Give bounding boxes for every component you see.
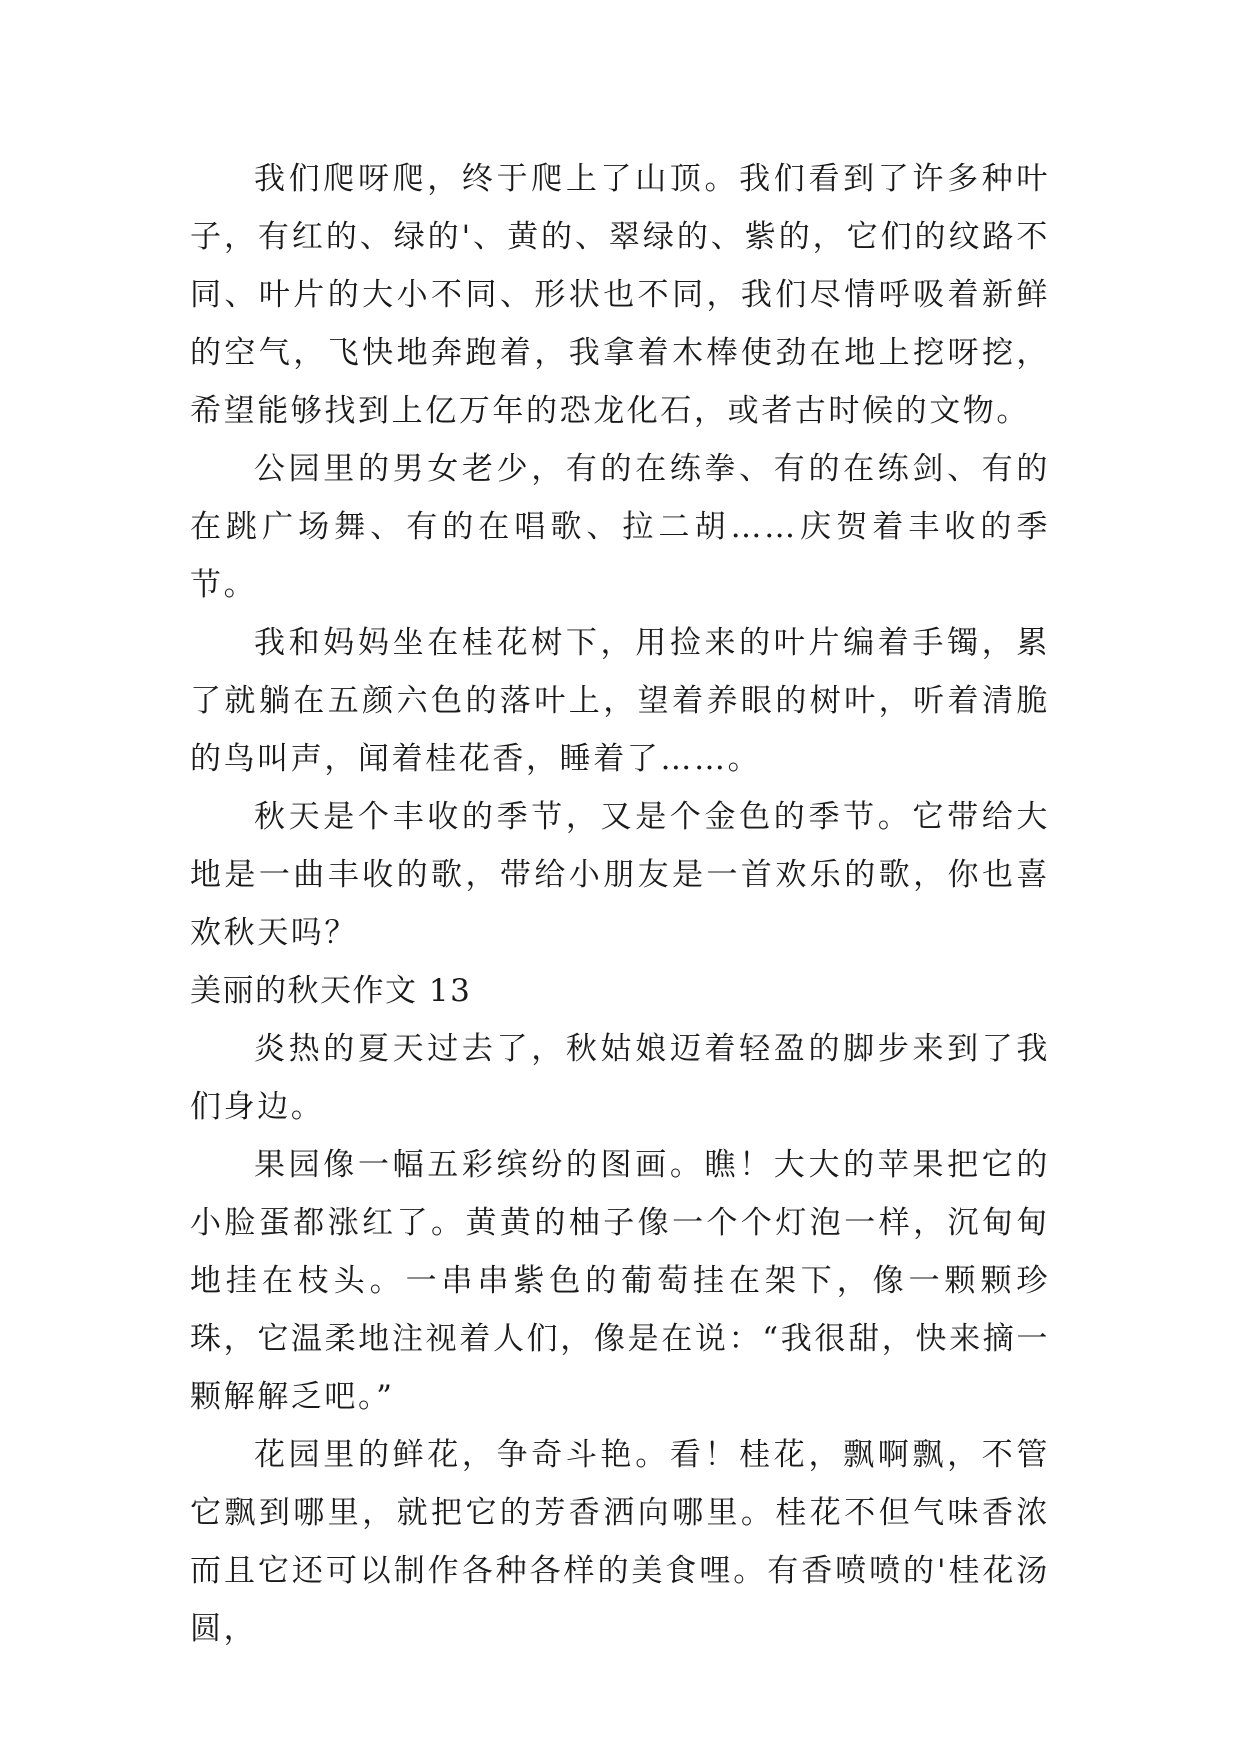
paragraph-orchard: 果园像一幅五彩缤纷的图画。瞧！大大的苹果把它的小脸蛋都涨红了。黄黄的柚子像一个个灯泡一样，沉甸甸地挂在枝头。一串串紫色的葡萄挂在架下，像一颗颗珍珠，它温柔地注视着人们，像是在说：“我很甜，快来摘一颗解解乏吧。” bbox=[190, 1147, 1050, 1415]
paragraph-osmanthus-tree: 我和妈妈坐在桂花树下，用捡来的叶片编着手镯，累了就躺在五颜六色的落叶上，望着养眼的树叶，听着清脆的鸟叫声，闻着桂花香，睡着了……。 bbox=[190, 625, 1050, 777]
paragraph-flower-garden: 花园里的鲜花，争奇斗艳。看！桂花，飘啊飘，不管它飘到哪里，就把它的芳香洒向哪里。桂花不但气味香浓而且它还可以制作各种各样的美食哩。有香喷喷的'桂花汤圆， bbox=[190, 1437, 1050, 1647]
paragraph-autumn-season: 秋天是个丰收的季节，又是个金色的季节。它带给大地是一曲丰收的歌，带给小朋友是一首欢乐的歌，你也喜欢秋天吗？ bbox=[190, 799, 1050, 951]
document-body bbox=[190, 150, 1050, 1658]
paragraph-climb-mountain: 我们爬呀爬，终于爬上了山顶。我们看到了许多种叶子，有红的、绿的'、黄的、翠绿的、紫的，它们的纹路不同、叶片的大小不同、形状也不同，我们尽情呼吸着新鲜的空气，飞快地奔跑着，我拿着木棒使劲在地上挖呀挖，希望能够找到上亿万年的恐龙化石，或者古时候的文物。 bbox=[190, 161, 1050, 429]
paragraph-park-people: 公园里的男女老少，有的在练拳、有的在练剑、有的在跳广场舞、有的在唱歌、拉二胡……庆贺着丰收的季节。 bbox=[190, 451, 1050, 603]
paragraph-summer-gone: 炎热的夏天过去了，秋姑娘迈着轻盈的脚步来到了我们身边。 bbox=[190, 1031, 1050, 1125]
section-title: 美丽的秋天作文 13 bbox=[190, 973, 472, 1009]
